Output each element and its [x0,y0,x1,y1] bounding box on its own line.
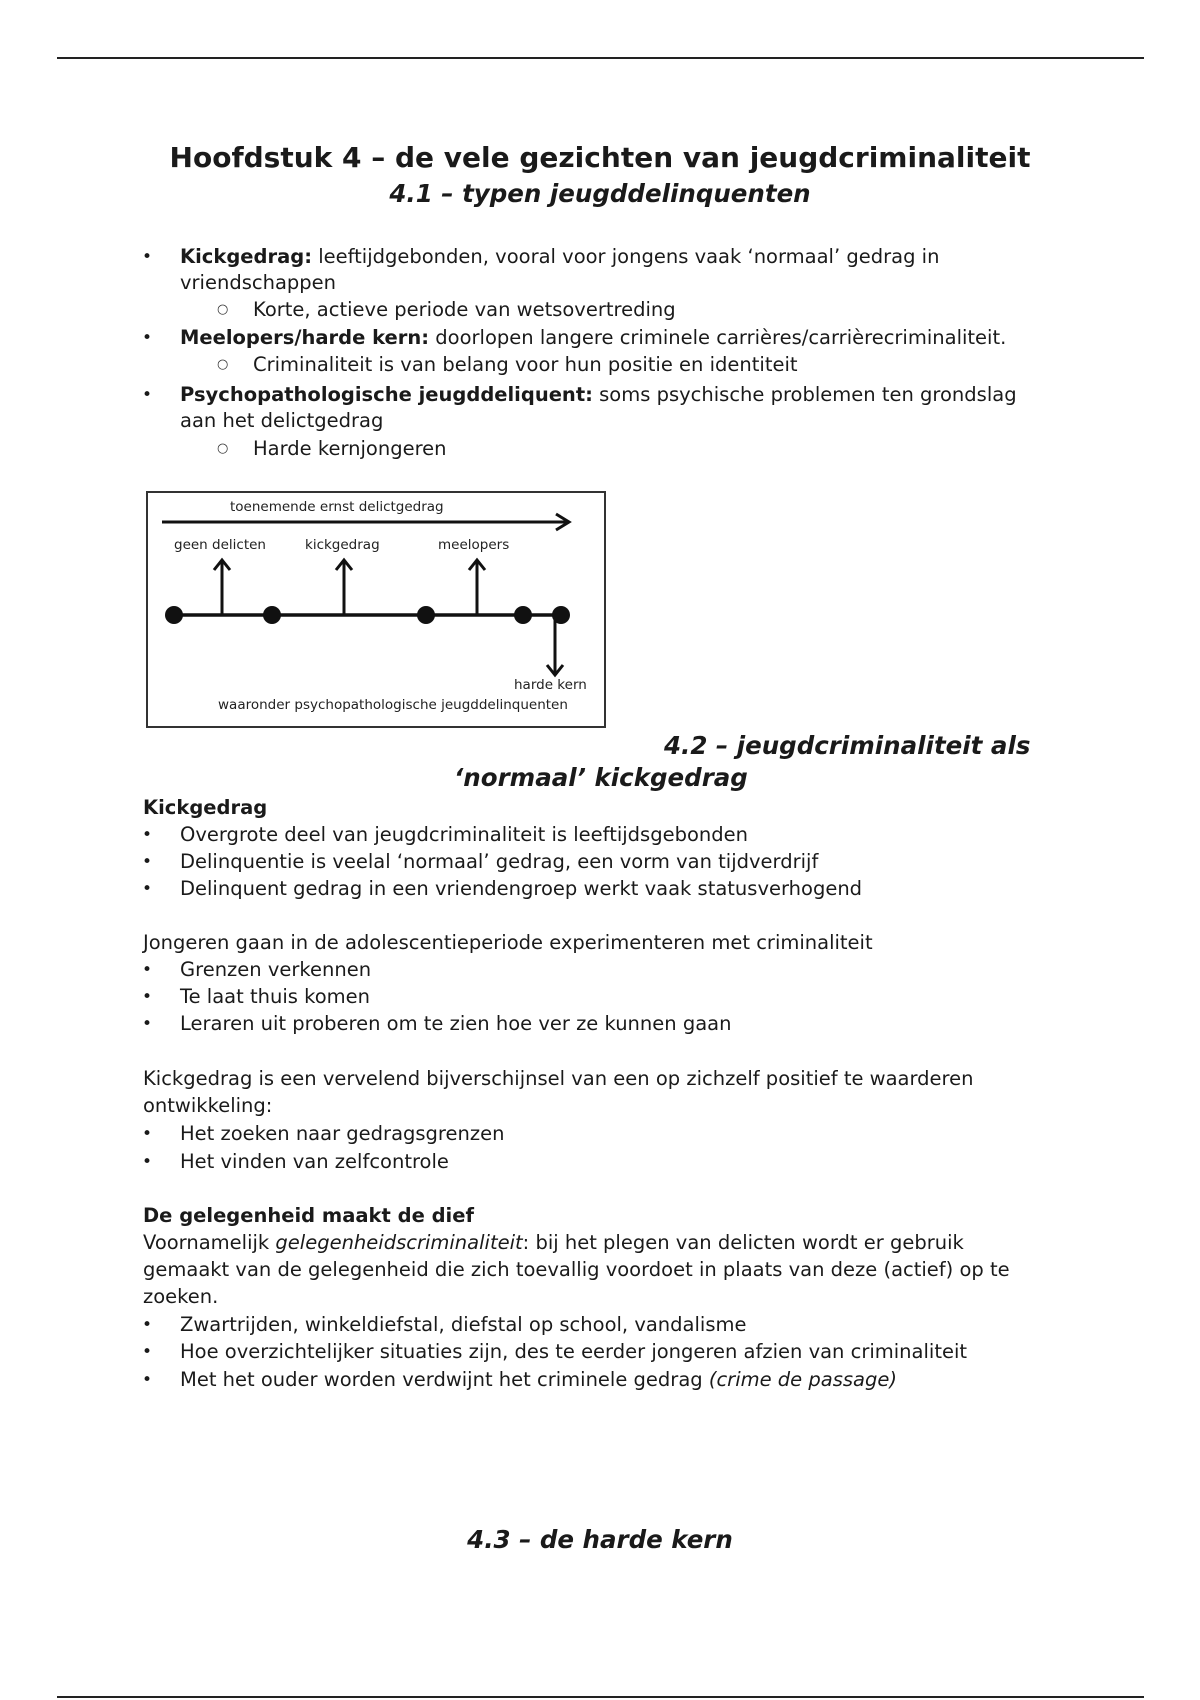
section-4-2-heading-line2: ‘normaal’ kickgedrag [454,763,748,792]
bullet: • [142,385,153,405]
paragraph-continuation: ontwikkeling: [143,1094,273,1117]
list-item: Delinquent gedrag in een vriendengroep werkt vaak statusverhogend [180,877,863,900]
severity-diagram [146,491,606,728]
paragraph-continuation: gemaakt van de gelegenheid die zich toevallig voordoet in plaats van deze (actief) op te [143,1258,1010,1281]
list-item: Te laat thuis komen [180,985,370,1008]
bullet: • [142,1152,153,1172]
list-item-continuation: vriendschappen [180,271,337,294]
kickgedrag-subheading: Kickgedrag [143,796,268,819]
sub-list-item: Korte, actieve periode van wetsovertreding [253,298,676,321]
timeline-point [514,606,532,624]
bullet: • [142,1315,153,1335]
label-kickgedrag: kickgedrag [305,537,380,553]
list-item [180,325,1006,351]
paragraph: Kickgedrag is een vervelend bijverschijnsel van een op zichzelf positief te waarderen [143,1067,974,1090]
timeline-point [417,606,435,624]
definition: doorlopen langere criminele carrières/carrièrecriminaliteit. [429,326,1007,349]
sub-list-item: Criminaliteit is van belang voor hun positie en identiteit [253,353,798,376]
bullet: • [142,1342,153,1362]
label-geen-delicten: geen delicten [174,537,266,553]
bullet: • [142,1124,153,1144]
term: Meelopers/harde kern: [180,326,430,349]
term: Kickgedrag: [180,245,312,268]
sub-list-item: Harde kernjongeren [253,437,447,460]
bullet: • [142,852,153,872]
list-item: Delinquentie is veelal ‘normaal’ gedrag, een vorm van tijdverdrijf [180,850,819,873]
list-item: Het vinden van zelfcontrole [180,1150,449,1173]
bullet: • [142,825,153,845]
label-meelopers: meelopers [438,537,510,553]
bottom-rule [57,1696,1144,1698]
definition: soms psychische problemen ten grondslag [592,383,1017,406]
emphasis: (crime de passage) [708,1368,897,1391]
section-4-3-heading: 4.3 – de harde kern [467,1525,733,1554]
timeline-point [165,606,183,624]
sub-bullet: ○ [217,302,229,317]
text: Met het ouder worden verdwijnt het criminele gedrag [180,1368,709,1391]
severity-arrow-label: toenemende ernst delictgedrag [230,499,444,515]
sub-bullet: ○ [217,357,229,372]
severity-diagram-svg [148,493,604,726]
list-item [180,244,939,270]
paragraph: Jongeren gaan in de adolescentieperiode experimenteren met criminaliteit [143,931,873,954]
text: Voornamelijk [143,1231,276,1254]
bullet: • [142,328,153,348]
gelegenheid-subheading: De gelegenheid maakt de dief [143,1204,474,1227]
list-item-continuation: aan het delictgedrag [180,409,384,432]
list-item: Zwartrijden, winkeldiefstal, diefstal op school, vandalisme [180,1313,747,1336]
text: : bij het plegen van delicten wordt er gebruik [522,1231,964,1254]
timeline-point [263,606,281,624]
bullet: • [142,1014,153,1034]
emphasis: gelegenheidscriminaliteit [275,1231,523,1254]
label-psychopathologisch: waaronder psychopathologische jeugddelinquenten [218,697,568,713]
section-4-2-heading-line1: 4.2 – jeugdcriminaliteit als [664,731,1031,760]
list-item: Het zoeken naar gedragsgrenzen [180,1122,505,1145]
term: Psychopathologische jeugddeliquent: [180,383,593,406]
section-4-1-heading: 4.1 – typen jeugddelinquenten [389,179,811,208]
list-item [180,1367,897,1393]
bullet: • [142,960,153,980]
paragraph [143,1230,964,1256]
list-item: Grenzen verkennen [180,958,372,981]
top-rule [57,57,1144,59]
list-item [180,382,1017,408]
bullet: • [142,1370,153,1390]
bullet: • [142,987,153,1007]
list-item: Hoe overzichtelijker situaties zijn, des te eerder jongeren afzien van criminaliteit [180,1340,968,1363]
page-title: Hoofdstuk 4 – de vele gezichten van jeugdcriminaliteit [169,141,1031,174]
definition: leeftijdgebonden, vooral voor jongens vaak ‘normaal’ gedrag in [312,245,940,268]
label-harde-kern: harde kern [514,677,587,693]
list-item: Overgrote deel van jeugdcriminaliteit is leeftijdsgebonden [180,823,748,846]
list-item: Leraren uit proberen om te zien hoe ver ze kunnen gaan [180,1012,732,1035]
bullet: • [142,879,153,899]
paragraph-continuation: zoeken. [143,1285,219,1308]
sub-bullet: ○ [217,441,229,456]
bullet: • [142,247,153,267]
